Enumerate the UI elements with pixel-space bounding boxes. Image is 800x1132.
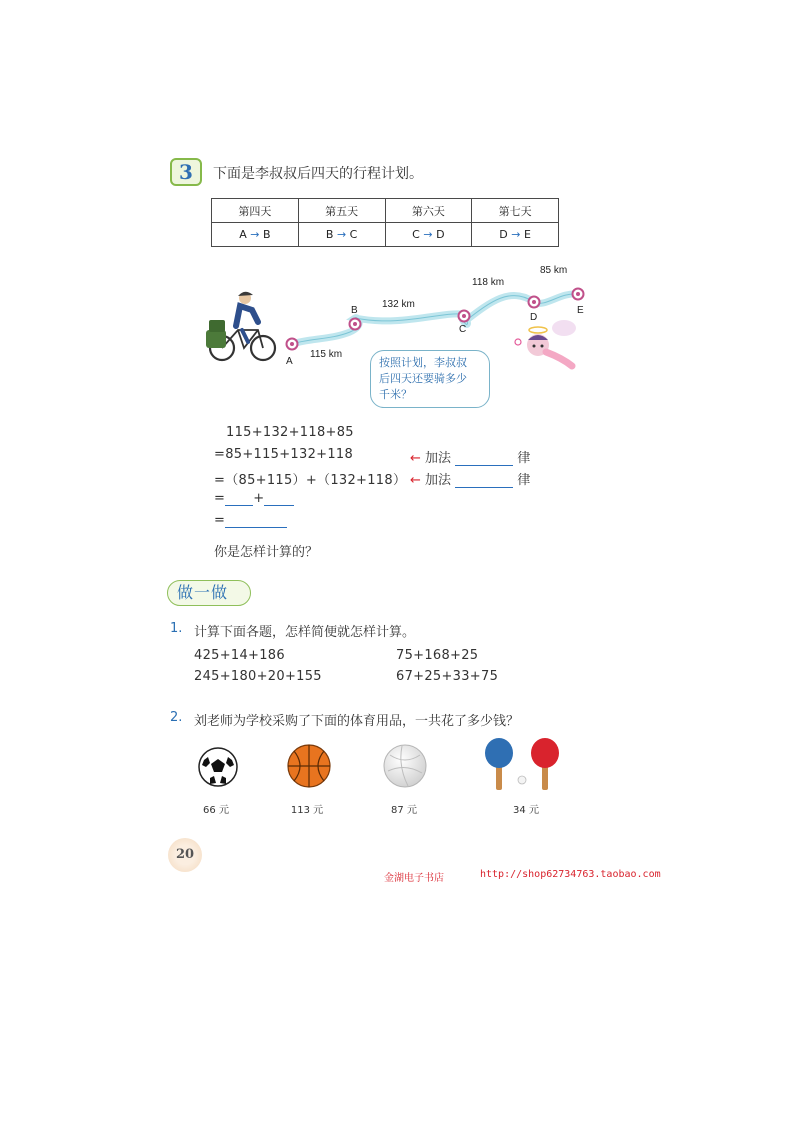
distance-label-de: 85 km	[540, 265, 568, 276]
item-2-number: 2.	[170, 710, 183, 725]
arrow-left-icon: ←	[410, 473, 421, 488]
answer-blank[interactable]	[264, 492, 294, 506]
distance-label-ab: 115 km	[310, 349, 343, 360]
answer-blank[interactable]	[225, 514, 287, 528]
reflection-question: 你是怎样计算的？	[214, 545, 319, 560]
law-label: 加法	[425, 451, 452, 466]
schedule-header-day7: 第七天	[472, 199, 559, 223]
route-from: B	[325, 228, 334, 241]
speech-line-3: 千米？	[379, 388, 412, 401]
schedule-route-day5	[298, 223, 385, 247]
law-blank[interactable]	[455, 474, 513, 488]
point-label-b: B	[351, 305, 358, 316]
schedule-header-day4: 第四天	[212, 199, 299, 223]
route-point-b	[350, 319, 361, 330]
expression: 75+168+25	[396, 648, 479, 663]
calc-line-1: 115+132+118+85	[226, 425, 354, 440]
price-basketball: 113 元	[290, 805, 324, 816]
speech-bubble	[370, 350, 490, 408]
calc-line-3: =（85+115）+（132+118）	[214, 473, 407, 488]
schedule-table	[211, 198, 559, 247]
schedule-header-day6: 第六天	[385, 199, 472, 223]
page-number: 20	[168, 838, 202, 872]
route-point-a	[287, 339, 298, 350]
footer-store-name: 金湖电子书店	[384, 873, 444, 884]
arrow-icon: →	[336, 228, 347, 241]
calc-line-2: =85+115+132+118	[214, 447, 354, 462]
soccer-ball-icon	[196, 745, 240, 789]
route-point-e	[573, 289, 584, 300]
calc-equals: =	[214, 491, 226, 506]
point-label-e: E	[577, 305, 584, 316]
ping-pong-paddles-icon	[482, 738, 566, 794]
item-2-text: 刘老师为学校采购了下面的体育用品，一共花了多少钱？	[194, 714, 520, 729]
item-1-number: 1.	[170, 621, 183, 636]
arrow-icon: →	[511, 228, 521, 241]
expression: 425+14+186	[194, 648, 285, 663]
law-note-2	[410, 469, 530, 488]
route-to: E	[524, 228, 531, 241]
schedule-header-day5: 第五天	[298, 199, 385, 223]
practice-banner: 做一做	[167, 580, 251, 606]
law-note-1	[410, 447, 530, 466]
expression: 67+25+33+75	[396, 669, 499, 684]
price-ping-pong: 34 元	[513, 805, 539, 816]
route-to: C	[349, 228, 358, 241]
distance-label-cd: 118 km	[472, 277, 505, 288]
route-from: C	[412, 228, 420, 241]
law-suffix: 律	[517, 473, 531, 488]
answer-blank[interactable]	[225, 492, 253, 506]
problem-stem: 下面是李叔叔后四天的行程计划。	[213, 166, 423, 182]
route-to: B	[262, 228, 271, 241]
route-from: D	[499, 228, 508, 241]
calc-plus: +	[253, 491, 265, 506]
footer-url-link[interactable]: http://shop62734763.taobao.com	[480, 869, 661, 880]
law-label: 加法	[425, 473, 452, 488]
speech-line-2: 后四天还要骑多少	[379, 372, 467, 385]
calc-equals: =	[214, 513, 226, 528]
schedule-route-day4	[212, 223, 299, 247]
route-from: A	[239, 228, 247, 241]
point-label-d: D	[530, 312, 538, 323]
angel-character-icon	[515, 320, 576, 366]
schedule-header-row	[212, 199, 559, 223]
arrow-left-icon: ←	[410, 451, 421, 466]
item-1-text: 计算下面各题，怎样简便就怎样计算。	[194, 625, 416, 640]
route-point-c	[459, 311, 470, 322]
distance-label-bc: 132 km	[382, 299, 415, 310]
schedule-route-day7	[472, 223, 559, 247]
expression: 245+180+20+155	[194, 669, 322, 684]
volleyball-icon	[382, 743, 428, 789]
calc-line-5	[214, 513, 287, 528]
law-suffix: 律	[517, 451, 531, 466]
point-label-a: A	[286, 356, 293, 367]
calc-line-4	[214, 491, 294, 506]
problem-number-badge: 3	[170, 158, 202, 186]
arrow-icon: →	[423, 228, 433, 241]
law-blank[interactable]	[455, 452, 513, 466]
basketball-icon	[286, 743, 332, 789]
price-soccer-ball: 66 元	[203, 805, 229, 816]
schedule-route-day6	[385, 223, 472, 247]
route-to: D	[436, 228, 445, 241]
price-volleyball: 87 元	[391, 805, 417, 816]
schedule-route-row	[212, 223, 559, 247]
route-point-d	[529, 297, 540, 308]
cyclist-icon	[206, 292, 275, 360]
arrow-icon: →	[250, 228, 260, 241]
speech-line-1: 按照计划，李叔叔	[379, 356, 467, 369]
point-label-c: C	[459, 324, 467, 335]
